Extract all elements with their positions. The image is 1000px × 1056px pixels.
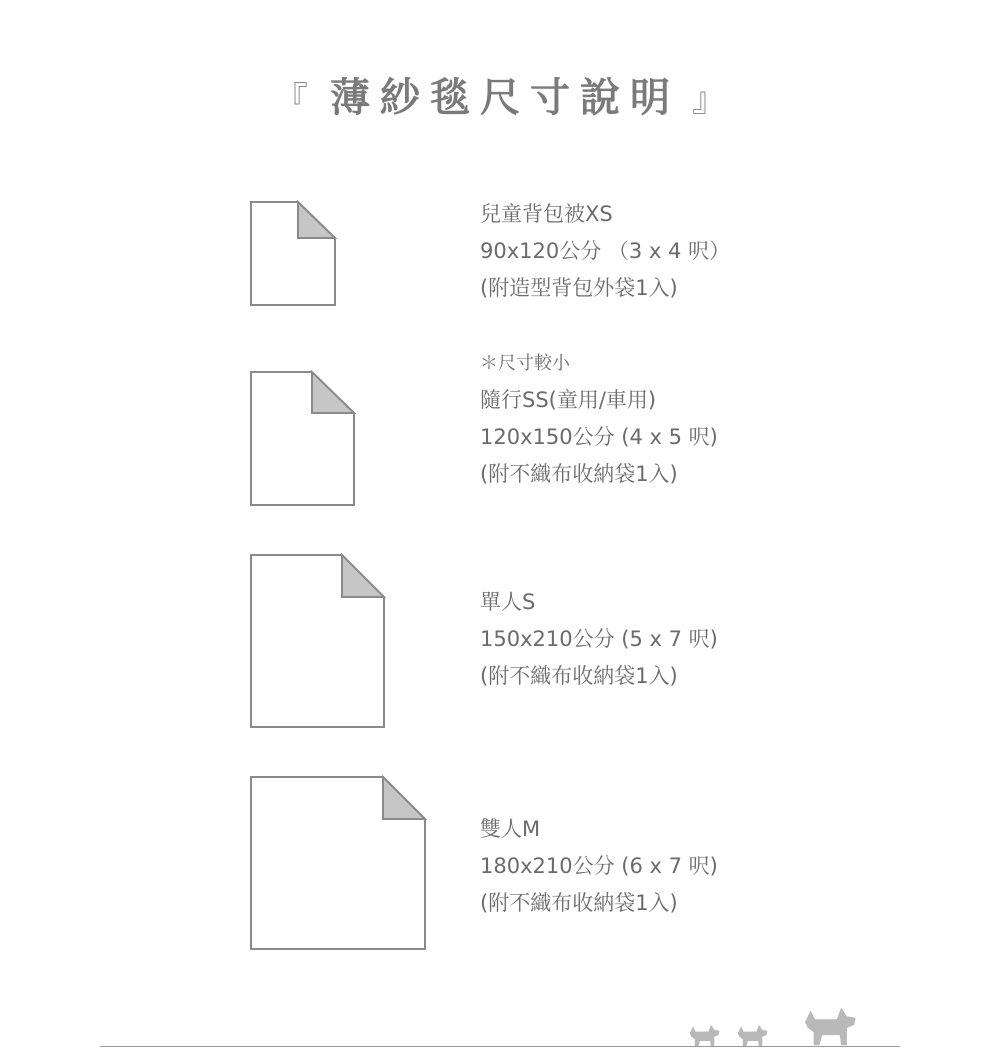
size-ss-extra: (附不織布收納袋1入) [480, 462, 678, 486]
dog-decoration [680, 992, 880, 1048]
dog-large-icon [805, 1008, 856, 1046]
title-text: 薄紗毯尺寸說明 [330, 75, 680, 121]
dog-small-1-icon [690, 1025, 720, 1047]
size-ss-dimension: 120x150公分 (4 x 5 呎) [480, 425, 718, 449]
size-ss-description [480, 345, 718, 493]
title-left-bracket: 『 [274, 80, 308, 120]
size-xs-extra: (附造型背包外袋1入) [480, 276, 678, 300]
dog-small-2-icon [738, 1025, 768, 1047]
blanket-m-icon [250, 776, 427, 951]
blanket-s-icon [250, 554, 386, 729]
page-title [0, 66, 1000, 126]
size-m-description [480, 811, 718, 922]
size-xs-description [480, 196, 730, 307]
size-xs-dimension: 90x120公分 （3 x 4 呎） [480, 239, 731, 263]
size-xs-name: 兒童背包被XS [480, 202, 613, 226]
size-m-name: 雙人M [480, 817, 541, 841]
title-right-bracket: 』 [692, 80, 726, 120]
size-m-extra: (附不織布收納袋1入) [480, 891, 678, 915]
size-s-extra: (附不織布收納袋1入) [480, 664, 678, 688]
bottom-divider [100, 1046, 900, 1047]
size-ss-note: ＊尺寸較小 [480, 353, 570, 374]
size-m-dimension: 180x210公分 (6 x 7 呎) [480, 854, 718, 878]
size-s-name: 單人S [480, 590, 536, 614]
size-ss-name: 隨行SS(童用/車用) [480, 388, 657, 412]
size-s-description [480, 584, 718, 695]
blanket-xs-icon [250, 201, 336, 306]
size-s-dimension: 150x210公分 (5 x 7 呎) [480, 627, 718, 651]
blanket-ss-icon [250, 371, 356, 506]
